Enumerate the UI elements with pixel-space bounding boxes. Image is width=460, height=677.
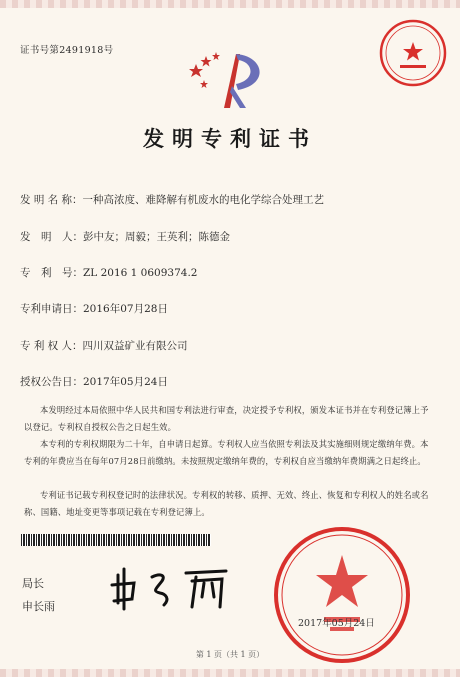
body-paragraph: 本发明经过本局依照中华人民共和国专利法进行审查，决定授予专利权，颁发本证书并在专利登记簿上予以登记。专利权自授权公告之日起生效。	[24, 405, 429, 432]
seal-date: 2017年05月24日	[298, 618, 375, 629]
barcode	[21, 534, 211, 546]
inventors-field	[20, 229, 230, 244]
inventors-label: 发 明 人：	[20, 231, 83, 243]
body-paragraph: 专利证书记载专利权登记时的法律状况。专利权的转移、质押、无效、终止、恢复和专利权人的姓名或名称、国籍、地址变更等事项记载在专利登记簿上。	[24, 490, 429, 517]
patent-number-label: 专 利 号：	[20, 267, 83, 279]
patent-number-value: ZL 2016 1 0609374.2	[83, 267, 198, 279]
grant-date-field	[20, 374, 168, 389]
invention-name-label: 发 明 名 称：	[20, 194, 83, 206]
signatory-name: 申长雨	[22, 600, 55, 613]
patentee-value: 四川双益矿业有限公司	[82, 340, 188, 352]
certificate-title: 发明专利证书	[143, 126, 317, 151]
patent-office-logo-icon	[186, 50, 274, 112]
certificate-number: 证书号第2491918号	[20, 45, 114, 56]
national-ip-office-seal-icon	[272, 525, 412, 665]
official-seal-small-icon	[378, 18, 448, 88]
invention-name-value: 一种高浓度、难降解有机废水的电化学综合处理工艺	[82, 194, 325, 206]
grant-date-label: 授权公告日：	[20, 376, 83, 388]
page-number: 第 1 页（共 1 页）	[195, 650, 265, 659]
body-paragraph: 本专利的专利权期限为二十年，自申请日起算。专利权人应当依照专利法及其实施细则规定缴纳年费。本专利的年费应当在每年07月28日前缴纳。未按照规定缴纳年费的，专利权自应当缴纳年费期满之日起终止。	[24, 439, 429, 466]
patentee-field	[20, 338, 188, 353]
patentee-label: 专 利 权 人：	[20, 340, 83, 352]
invention-name-field	[20, 192, 324, 207]
patent-number-field	[20, 265, 197, 280]
filing-date-label: 专利申请日：	[20, 303, 83, 315]
inventors-value: 彭中友；周毅；王英利；陈德金	[83, 231, 230, 243]
filing-date-value: 2016年07月28日	[83, 303, 168, 315]
grant-date-value: 2017年05月24日	[83, 376, 168, 388]
signatory-title: 局长	[22, 577, 44, 590]
decorative-border-top	[0, 0, 460, 8]
decorative-border-bottom	[0, 669, 460, 677]
handwritten-signature-icon	[108, 563, 248, 613]
filing-date-field	[20, 301, 168, 316]
